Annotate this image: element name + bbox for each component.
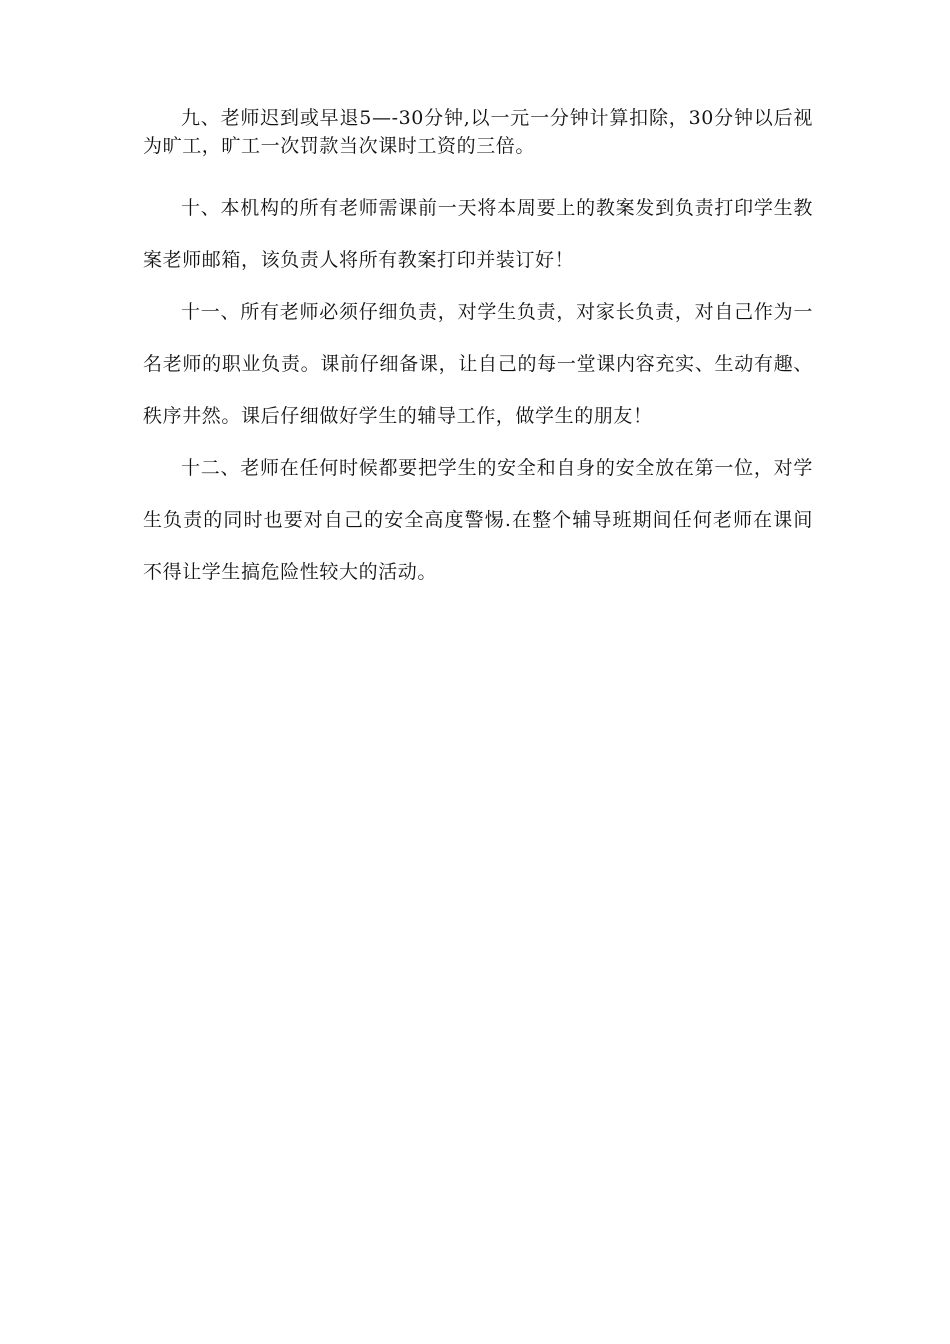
paragraph-rule-9: 九、老师迟到或早退5—-30分钟,以一元一分钟计算扣除，30分钟以后视为旷工，旷工一次罚款当次课时工资的三倍。 [143,107,813,157]
paragraph-rule-10: 十、本机构的所有老师需课前一天将本周要上的教案发到负责打印学生教案老师邮箱，该负责人将所有教案打印并装订好！ [143,197,813,271]
document-body [143,104,813,598]
paragraph-rule-12: 十二、老师在任何时候都要把学生的安全和自身的安全放在第一位，对学生负责的同时也要对自己的安全高度警惕.在整个辅导班期间任何老师在课间不得让学生搞危险性较大的活动。 [143,457,813,583]
paragraph-rule-11: 十一、所有老师必须仔细负责，对学生负责，对家长负责，对自己作为一名老师的职业负责。课前仔细备课，让自己的每一堂课内容充实、生动有趣、秩序井然。课后仔细做好学生的辅导工作，做学生的朋友！ [143,301,813,427]
